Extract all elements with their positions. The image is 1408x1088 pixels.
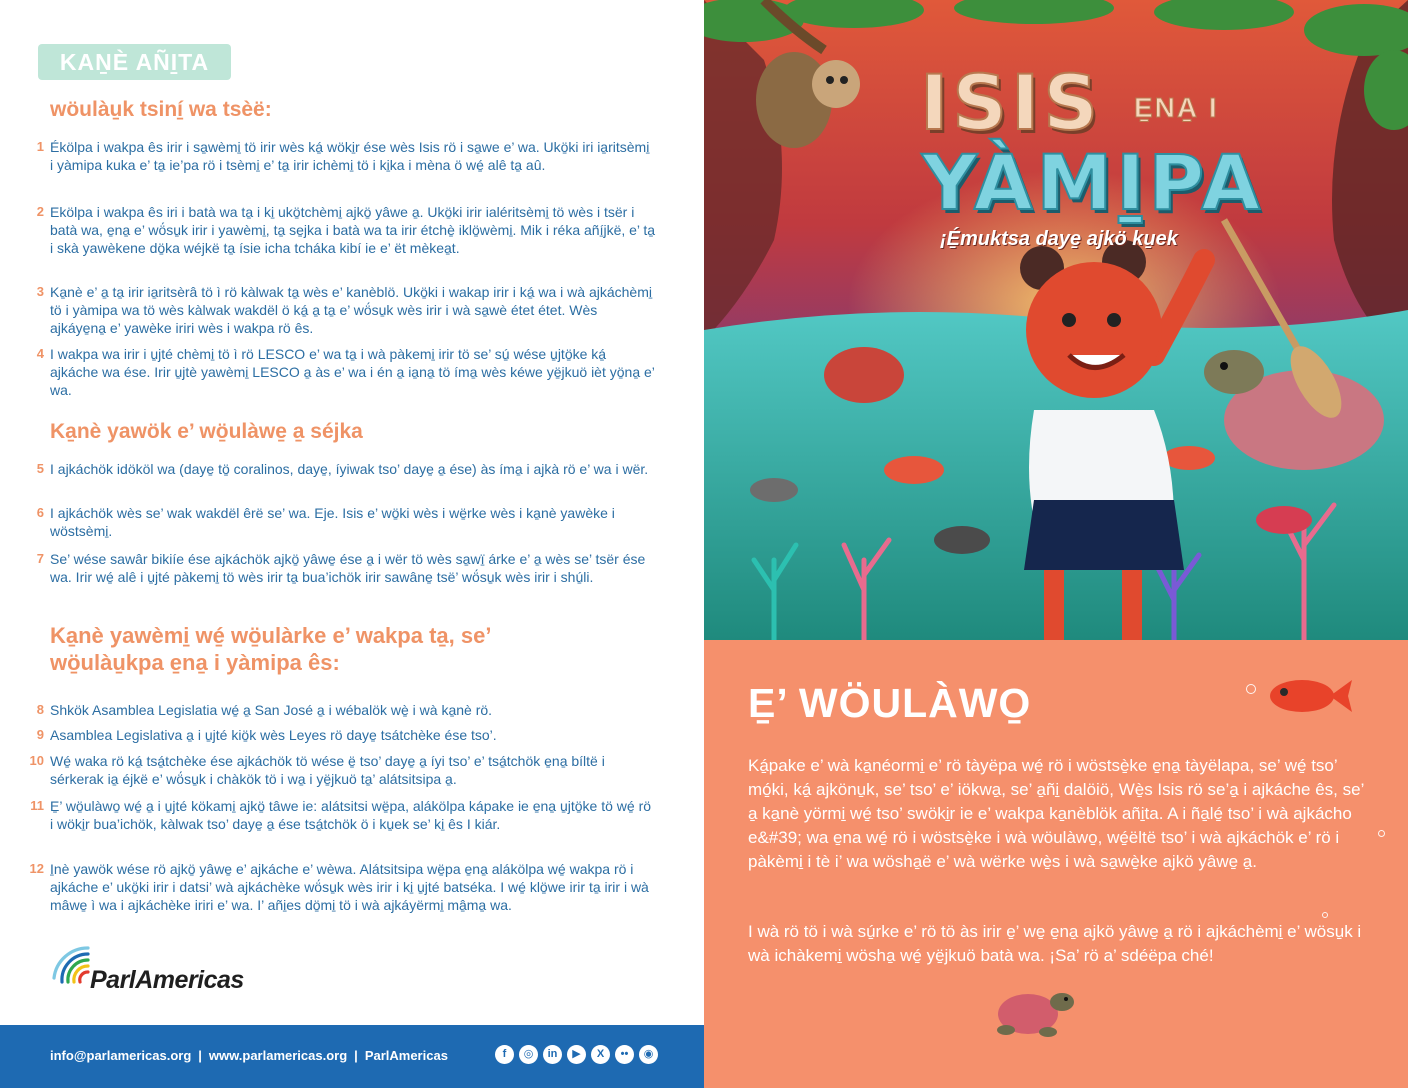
item-number: 8 — [36, 702, 44, 717]
instagram-icon[interactable]: ◎ — [519, 1045, 538, 1064]
item-number: 3 — [36, 284, 44, 299]
item-number: 4 — [36, 346, 44, 361]
logo-wordmark: ParlAmericas — [90, 966, 244, 994]
footer-website[interactable]: www.parlamericas.org — [208, 1048, 348, 1063]
logo-arcs-icon — [54, 948, 88, 982]
bubble — [1378, 830, 1385, 837]
item-number: 9 — [36, 727, 44, 742]
item-number: 1 — [36, 139, 44, 154]
cover-title-line1: ISIS — [920, 58, 1103, 147]
bubble — [1246, 684, 1256, 694]
podcast-icon[interactable]: ◉ — [639, 1045, 658, 1064]
item-text: Se’ wése sawâr bikiíe ése ajkáchök ajkö̱ yâwe̱ ése a̱ i wër tö wès sa̱wï̱ árke e’ a̱ wès se’ tsër ése wa. Irir wé̱ alê i u̱jté pàkemi̱ tö wès irir ta̱ bua’ichök irir sawâne̱ tsë’ wö́su̱k wès irir i shú̱li. — [50, 551, 646, 585]
linkedin-icon[interactable]: in — [543, 1045, 562, 1064]
bubble — [1322, 912, 1328, 918]
item-text: Ekölpa i wakpa ês iri i batà wa ta̱ i ki̱ ukö̱tchèmi̱ ajkö̱ yâwe a̱. Ukö̱ki irir ialéritsèmi̱ tö wès i tsër i batà wa, e̱na̱ e’ wö́su̱k irir i yawèmi̱, ta̱ se̱jka i batà wa ta irir étchè̱ iklö̱wèmi̱. Mik i réka añí̱jkë, e’ ta̱ i skà yawèkene dö̱ka wéjkë ta̱ ísie icha tcháka kibí ie e’ ët mèkea̱t. — [50, 204, 656, 256]
item-text: I ajkáchök wès se’ wak wakdël êrë se’ wa. Eje. Isis e’ wö̱ki wès i wë̱rke wès i ka̱nè yawèke i wöstsèmi̱. — [50, 505, 615, 539]
section2-heading: Ka̱nè yawök e’ wö̱ulàwe̱ a̱ séjka — [50, 420, 363, 443]
item-text: Shkök Asamblea Legislatia wé̱ a̱ San José a̱ i wébalök wè̱ i wà ka̱nè rö. — [50, 702, 493, 718]
item-text: E̱’ wö̱ulàwo̱ wé̱ a̱ i u̱jté kökami̱ ajkö̱ tâwe ie: alátsitsi wë̱pa, alákölpa kápake ie e̱na̱ u̱jtö̱ke tö wé̱ rö i wöki̱r bua’ichök, kàlwak tso’ daye̱ a̱ ése tsá̱tchök ö i ku̱ek se’ ki̱ ês I kiár. — [50, 798, 652, 832]
item-number: 11 — [30, 798, 44, 813]
turtle-icon — [988, 980, 1078, 1040]
footer-bar — [0, 1025, 704, 1088]
item-text: Ékölpa i wakpa ês irir i sa̱wèmi̱ tö irir wès ká̱ wöki̱r ése wès Isis rö i sa̱we e’ wa. Ukö̱ki iri ia̱ritsèmi̱ i yàmipa kuka e’ ta̱ ie’pa rö i tsèmi̱ e’ ta̱ irir ichèmi̱ tö i ki̱ka i mèna ö wé̱ alê ta̱ aû. — [50, 139, 650, 173]
footer-contact: info@parlamericas.org | www.parlamericas.org | ParlAmericas — [50, 1048, 448, 1063]
item-text: I̱nè yawök wése rö ajkö̱ yâwe̱ e’ ajkáche e’ wèwa. Alátsitsipa wë̱pa e̱na̱ alákölpa wé̱ wakpa rö i ajkáche e’ ukö̱ki irir i datsi’ wà ajkáchèke wö́su̱k wès irir i ki̱ u̱jté batséka. I wé̱ klö̱we irir ta̱ irir i wà mâwe̱ ì wa i ajkáchèke iriri e’ wa. I’ añi̱es dö̱mi̱ tö i wà ajkáyërmi̱ mâ̱ma̱ wa. — [50, 861, 649, 913]
item-text: I wakpa wa irir i u̱jté chèmi̱ tö ì rö LESCO e’ wa ta̱ i wà pàkemi̱ irir tö se’ sú̱ wése u̱jtö̱ke ká̱ ajkáche wa ése. Irir u̱jtè yawèmi̱ LESCO a̱ às e’ wa i én a̱ ia̱na̱ tö íma̱ wès kéwe yë̱jkuö ièt yö̱na̱ e’ wa. — [50, 346, 655, 398]
item-text: Ka̱nè e’ a̱ ta̱ irir ia̱ritsèrâ tö ì rö kàlwak ta̱ wès e’ kanèblö. Ukö̱ki i wakap irir i ká̱ wa i wà ajkáchèmi̱ tö i yàmipa wa tö wès kàlwak wakdël ö ká̱ a̱ ta̱ e’ wö́su̱k wès irir i wà sa̱wè étet étet. Wès ajkáye̱na̱ e’ yawèke iriri wès i wakpa rö ês. — [50, 284, 652, 336]
item-number: 5 — [36, 461, 44, 476]
flickr-icon[interactable]: •• — [615, 1045, 634, 1064]
section1-heading: wöulàu̱k tsiní̱ wa tsèë: — [50, 98, 272, 121]
cover-title-connector: E̱NA̱ I — [1134, 92, 1219, 123]
item-text: I ajkáchök idököl wa (daye̱ tö̱ coralinos, daye̱, íyiwak tso’ daye̱ a̱ ése) às íma̱ i ajkà rö e’ wa i wër. — [50, 461, 649, 477]
panel-paragraph-2: I wà rö tö i wà sú̱rke e’ rö tö às irir e̱’ we̱ e̱na̱ ajkö yâwe̱ a̱ rö i ajkáchèmi̱ e’ wösu̱k i wà ichàkemi̱ wösha̱ wé̱ yë̱jkuö batà wa. ¡Sa’ rö a’ sdéëpa ché! — [748, 922, 1362, 965]
cover-illustration — [704, 0, 1408, 640]
cover-subtitle: ¡É̱muktsa daye̱ ajkö ku̱ek — [940, 228, 1178, 250]
item-number: 7 — [36, 551, 44, 566]
item-number: 12 — [29, 861, 44, 876]
item-text: Asamblea Legislativa a̱ i u̱jté kiö̱k wès Leyes rö daye̱ tsátchèke ése tso’. — [50, 727, 497, 743]
item-number: 10 — [29, 753, 44, 768]
facebook-icon[interactable]: f — [495, 1045, 514, 1064]
footer-email[interactable]: info@parlamericas.org — [50, 1048, 192, 1063]
panel-paragraph-1: Ká̱pake e’ wà ka̱néormi̱ e’ rö tàyëpa wé̱ rö i wöstsè̱ke e̱na̱ tàyëlapa, se’ wé̱ tso’ mó̱ki, ká̱ ajkönu̱k, se’ tso’ e’ iökwa̱, se’ a̱ñi̱ dalöiö, Wè̱s Isis rö se’a̱ i ajkáche ês, se’ a̱ ka̱nè yörmi̱ wé̱ tso’ swöki̱r ie e’ wakpa ka̱nèblök añi̱ta. A i ña̱lé̱ tso’ i wà ajkácho e&#39; wa e̱na wé̱ rö i wöstsè̱ke i wà wöulàwo̱, wé̱ëltë tso’ i wà ajkáchök e’ rö i pàkèmi̱ i tè i’ wa wösha̱ë e’ wà wërke wè̱s i wà sa̱wè̱ke ajkö yâwe̱ a̱. — [748, 756, 1364, 871]
item-number: 6 — [36, 505, 44, 520]
right-page — [704, 0, 1408, 1088]
section3-heading: Ka̱nè yawèmi̱ wé̱ wö̱ulàrke e’ wakpa ta̱, se’ wö̱ulàu̱kpa e̱na̱ i yàmipa ês: — [50, 623, 491, 675]
youtube-icon[interactable]: ▶ — [567, 1045, 586, 1064]
fish-icon — [1264, 670, 1354, 720]
panel-title: E̱’ WÖULÀWO̱ — [748, 680, 1032, 726]
item-text: Wé̱ waka rö ká̱ tsá̱tchèke ése ajkáchök tö wése ë̱ tso’ daye̱ a̱ íyi tso’ e’ tsá̱tchök e̱na̱ bíltë i sérkerak ia̱ éjkë e’ wö́su̱k i chàkök tö i wa̱ i yë̱jkuö ta̱’ alátsitsipa a̱. — [50, 753, 605, 787]
footer-handle: ParlAmericas — [364, 1048, 448, 1063]
section-tag: KAṈÈ AÑI̱TA — [38, 44, 231, 80]
x-icon[interactable]: X — [591, 1045, 610, 1064]
social-icons — [495, 1045, 658, 1064]
info-panel — [704, 640, 1408, 1088]
item-number: 2 — [36, 204, 44, 219]
cover-title-line2: YÀMI̱PA — [922, 138, 1265, 227]
